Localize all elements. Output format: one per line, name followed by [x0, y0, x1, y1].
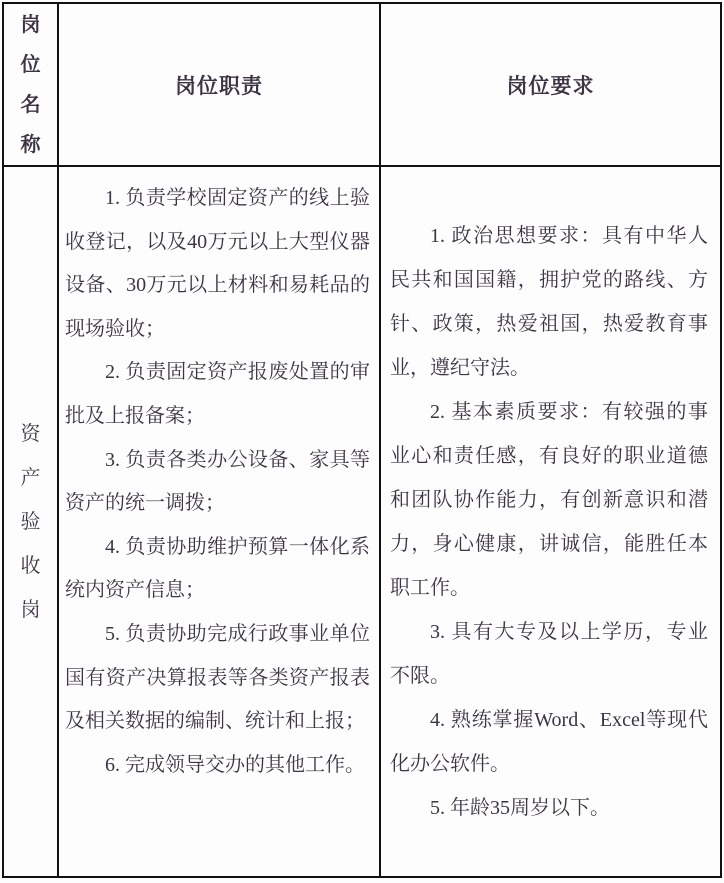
requirement-paragraph: 5. 年龄35周岁以下。: [430, 796, 610, 819]
duty-paragraph: 5. 负责协助完成行政事业单位国有资产决算报表等各类资产报表及相关数据的编制、统计和上报；: [65, 622, 370, 733]
job-position-table: [2, 2, 722, 878]
requirement-paragraph: 4. 熟练掌握Word、Excel等现代化办公软件。: [390, 708, 708, 775]
requirements-header-label: 岗位要求: [506, 73, 595, 98]
duty-paragraph: 2. 负责固定资产报废处置的审批及上报备案；: [65, 361, 370, 427]
requirement-paragraph: 2. 基本素质要求：有较强的事业心和责任感，有良好的职业道德和团队协作能力，有创新意识和潜力，身心健康，讲诚信，能胜任本职工作。: [390, 400, 708, 599]
duties-header-label: 岗位职责: [175, 73, 263, 98]
requirement-paragraph: 1. 政治思想要求：具有中华人民共和国国籍，拥护党的路线、方针、政策，热爱祖国，热爱教育事业，遵纪守法。: [390, 224, 708, 379]
requirement-paragraph: 3. 具有大专及以上学历，专业不限。: [390, 620, 708, 687]
duty-paragraph: 6. 完成领导交办的其他工作。: [105, 753, 365, 776]
cell-requirements: [381, 167, 720, 876]
header-cell-requirements: [381, 4, 720, 167]
cell-position-name: [4, 167, 59, 876]
duty-paragraph: 4. 负责协助维护预算一体化系统内资产信息；: [65, 535, 370, 602]
position-name-value: 资产验收岗: [20, 422, 41, 621]
cell-duties: [59, 167, 381, 876]
position-name-header-label: 岗位名称: [20, 13, 41, 156]
header-cell-position-name: [4, 4, 59, 167]
header-cell-duties: [59, 4, 381, 167]
duty-paragraph: 1. 负责学校固定资产的线上验收登记，以及40万元以上大型仪器设备、30万元以上材料和易耗品的现场验收；: [65, 187, 370, 340]
duty-paragraph: 3. 负责各类办公设备、家具等资产的统一调拨；: [65, 448, 370, 515]
